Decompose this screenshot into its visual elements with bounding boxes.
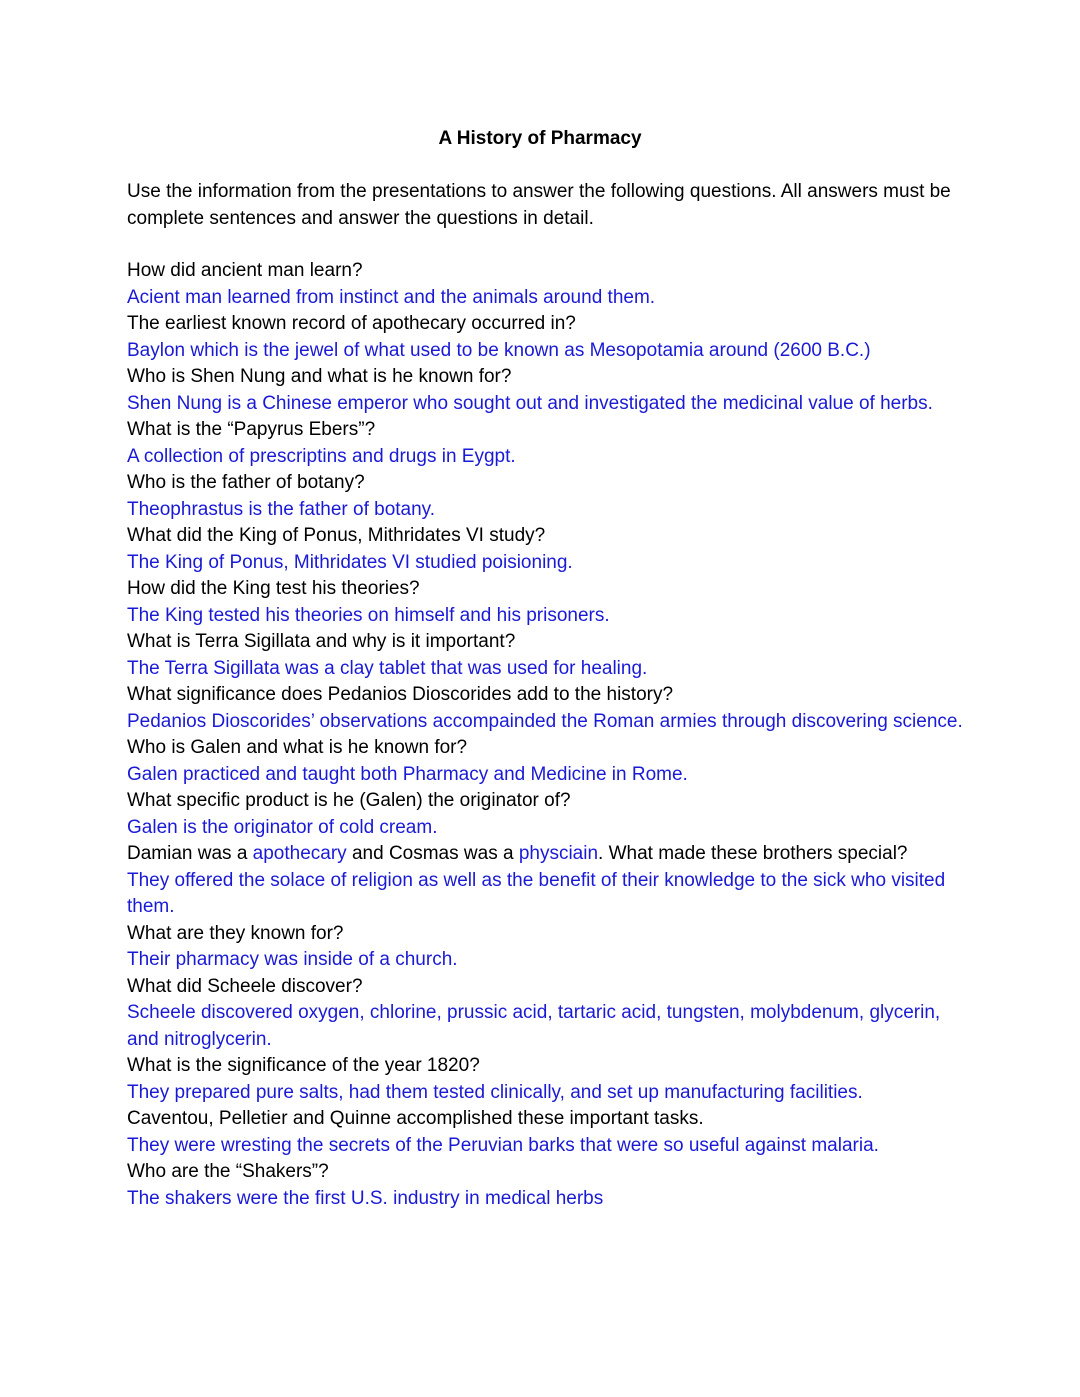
answer-17: The shakers were the first U.S. industry in medical herbs: [127, 1187, 604, 1209]
answer-1: Acient man learned from instinct and the animals around them.: [127, 286, 656, 308]
question-4: What is the “Papyrus Ebers”?: [127, 419, 376, 440]
question-15: What is the significance of the year 1820?: [127, 1055, 480, 1076]
highlighted-word-physciain: physciain: [518, 843, 599, 864]
question-8: What is Terra Sigillata and why is it important?: [127, 631, 516, 652]
answer-11: Galen is the originator of cold cream.: [127, 816, 438, 838]
question-12-part-3: . What made these brothers special?: [598, 843, 908, 864]
question-5: Who is the father of botany?: [127, 472, 365, 493]
answer-14: Scheele discovered oxygen, chlorine, prussic acid, tartaric acid, tungsten, molybdenum, glycerin, and nitroglycerin.: [127, 1002, 941, 1050]
question-1: How did ancient man learn?: [127, 260, 363, 281]
question-12-part-1: Damian was a: [127, 843, 253, 864]
answer-4: A collection of prescriptins and drugs in Eygpt.: [127, 445, 516, 467]
answer-12: They offered the solace of religion as well as the benefit of their knowledge to the sick who visited them.: [127, 869, 946, 917]
answer-2: Baylon which is the jewel of what used to be known as Mesopotamia around (2600 B.C.): [127, 339, 871, 361]
question-7: How did the King test his theories?: [127, 578, 420, 599]
answer-7: The King tested his theories on himself and his prisoners.: [127, 604, 610, 626]
question-10: Who is Galen and what is he known for?: [127, 737, 468, 758]
highlighted-word-apothecary: apothecary: [252, 843, 347, 864]
question-16: Caventou, Pelletier and Quinne accomplished these important tasks.: [127, 1108, 704, 1129]
question-14: What did Scheele discover?: [127, 975, 363, 997]
question-12: [127, 841, 967, 868]
question-2: The earliest known record of apothecary occurred in?: [127, 313, 576, 334]
answer-9: Pedanios Dioscorides’ observations accompainded the Roman armies through discovering science.: [127, 710, 963, 732]
question-12-part-2: and Cosmas was a: [346, 843, 519, 864]
answer-13: Their pharmacy was inside of a church.: [127, 949, 458, 970]
question-answer-list: [127, 258, 967, 1212]
answer-3: Shen Nung is a Chinese emperor who sought out and investigated the medicinal value of herbs.: [127, 392, 933, 414]
answer-6: The King of Ponus, Mithridates VI studied poisioning.: [127, 551, 573, 573]
answer-5: Theophrastus is the father of botany.: [127, 498, 436, 520]
question-3: Who is Shen Nung and what is he known for?: [127, 366, 512, 387]
document-title: A History of Pharmacy: [438, 128, 642, 149]
answer-15: They prepared pure salts, had them tested clinically, and set up manufacturing facilities.: [127, 1081, 863, 1103]
question-17: Who are the “Shakers”?: [127, 1161, 329, 1182]
question-11: What specific product is he (Galen) the originator of?: [127, 790, 571, 811]
answer-16: They were wresting the secrets of the Peruvian barks that were so useful against malaria.: [127, 1134, 879, 1156]
answer-8: The Terra Sigillata was a clay tablet that was used for healing.: [127, 657, 648, 679]
instructions-paragraph: Use the information from the presentations to answer the following questions. All answers must be complete sentences and answer the questions in detail.: [127, 181, 951, 229]
question-13: What are they known for?: [127, 922, 344, 944]
question-6: What did the King of Ponus, Mithridates VI study?: [127, 525, 546, 546]
answer-10: Galen practiced and taught both Pharmacy and Medicine in Rome.: [127, 763, 688, 785]
question-9: What significance does Pedanios Dioscorides add to the history?: [127, 684, 674, 705]
